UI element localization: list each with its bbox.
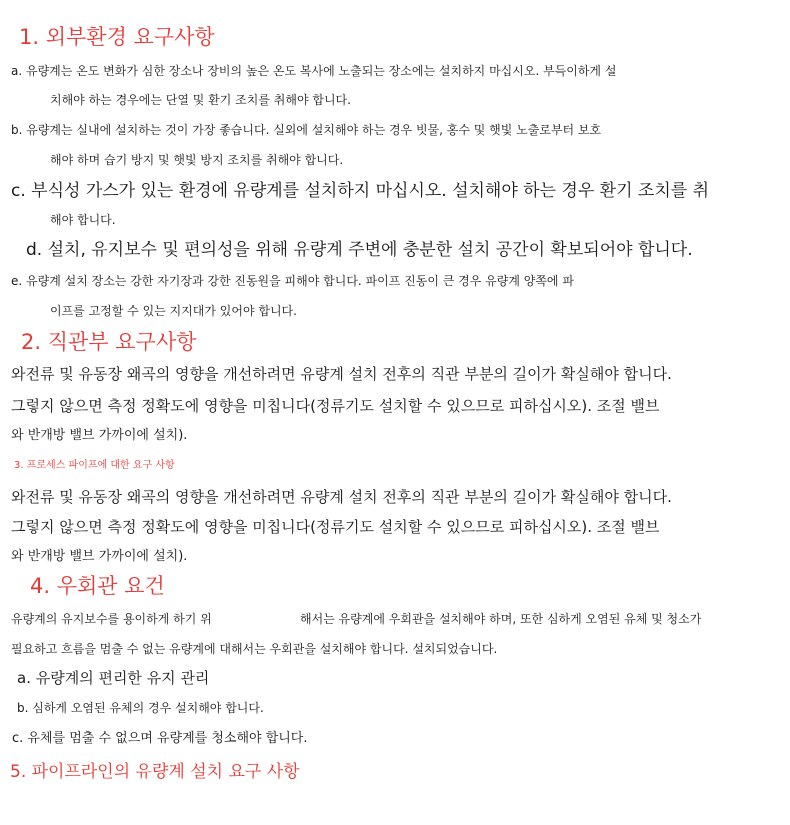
section-4-item-a: a. 유량계의 편리한 유지 관리 bbox=[17, 669, 210, 687]
section-4-line-2: 필요하고 흐름을 멈출 수 없는 유량계에 대해서는 우회관을 설치해야 합니다. 설치되었습니다. bbox=[11, 642, 498, 656]
section-2-line-1: 와전류 및 유동장 왜곡의 영향을 개선하려면 유량계 설치 전후의 직관 부분의 길이가 확실해야 합니다. bbox=[11, 365, 672, 383]
section-5-title: 5. 파이프라인의 유량계 설치 요구 사항 bbox=[10, 762, 300, 782]
section-1-item-b-line-1: b. 유량계는 실내에 설치하는 것이 가장 좋습니다. 실외에 설치해야 하는 경우 빗물, 홍수 및 햇빛 노출로부터 보호 bbox=[11, 123, 602, 137]
section-1-item-c-line-1: c. 부식성 가스가 있는 환경에 유량계를 설치하지 마십시오. 설치해야 하는 경우 환기 조치를 취 bbox=[11, 181, 710, 201]
section-1-item-d: d. 설치, 유지보수 및 편의성을 위해 유량계 주변에 충분한 설치 공간이 확보되어야 합니다. bbox=[26, 240, 693, 260]
section-2-title: 2. 직관부 요구사항 bbox=[21, 330, 197, 354]
section-1-item-e-line-1: e. 유량계 설치 장소는 강한 자기장과 강한 진동원을 피해야 합니다. 파이프 진동이 큰 경우 유량계 양쪽에 파 bbox=[11, 274, 574, 288]
section-1-item-b-line-2: 해야 하며 습기 방지 및 햇빛 방지 조치를 취해야 합니다. bbox=[50, 153, 344, 167]
section-3-line-1: 와전류 및 유동장 왜곡의 영향을 개선하려면 유량계 설치 전후의 직관 부분의 길이가 확실해야 합니다. bbox=[11, 488, 672, 506]
section-2-line-3: 와 반개방 밸브 가까이에 설치). bbox=[11, 428, 188, 443]
section-4-line-1a: 유량계의 유지보수를 용이하게 하기 위 bbox=[11, 612, 212, 626]
section-1-item-c-line-2: 해야 합니다. bbox=[50, 213, 116, 227]
section-1-title: 1. 외부환경 요구사항 bbox=[19, 25, 215, 49]
section-4-title: 4. 우회관 요건 bbox=[30, 574, 165, 598]
section-1-item-a-line-2: 치해야 하는 경우에는 단열 및 환기 조치를 취해야 합니다. bbox=[50, 93, 351, 107]
section-3-title: 3. 프로세스 파이프에 대한 요구 사항 bbox=[14, 460, 175, 471]
section-3-line-3: 와 반개방 밸브 가까이에 설치). bbox=[11, 549, 188, 564]
section-4-item-b: b. 심하게 오염된 유체의 경우 설치해야 합니다. bbox=[17, 701, 264, 715]
section-1-item-a-line-1: a. 유량계는 온도 변화가 심한 장소나 장비의 높은 온도 복사에 노출되는 장소에는 설치하지 마십시오. 부득이하게 설 bbox=[11, 64, 617, 78]
section-2-line-2: 그렇지 않으면 측정 정확도에 영향을 미칩니다(정류기도 설치할 수 있으므로 피하십시오). 조절 밸브 bbox=[11, 397, 660, 415]
section-1-item-e-line-2: 이프를 고정할 수 있는 지지대가 있어야 합니다. bbox=[50, 304, 297, 318]
section-3-line-2: 그렇지 않으면 측정 정확도에 영향을 미칩니다(정류기도 설치할 수 있으므로 피하십시오). 조절 밸브 bbox=[11, 518, 660, 536]
section-4-line-1b: 해서는 유량계에 우회관을 설치해야 하며, 또한 심하게 오염된 유체 및 청소가 bbox=[300, 612, 702, 626]
section-4-item-c: c. 유체를 멈출 수 없으며 유량계를 청소해야 합니다. bbox=[12, 731, 308, 746]
